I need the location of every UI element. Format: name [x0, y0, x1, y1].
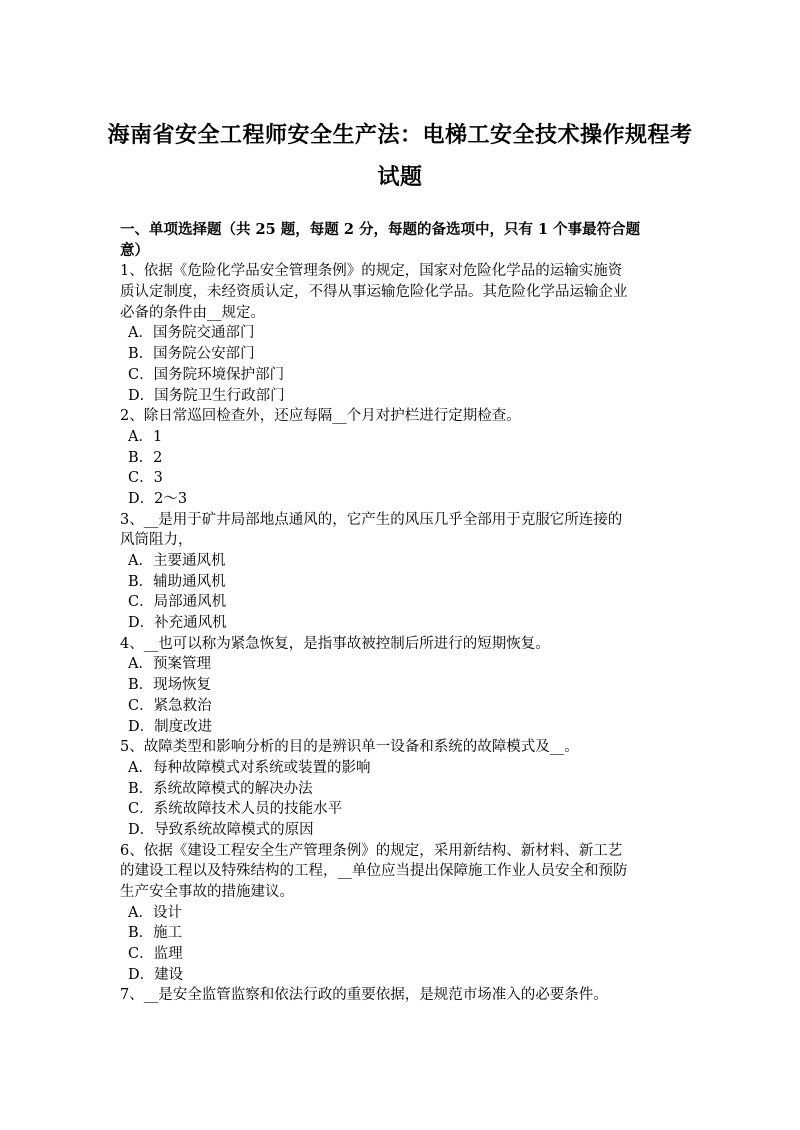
- question-stem-line: 2、除日常巡回检查外，还应每隔__个月对护栏进行定期检查。: [120, 408, 521, 425]
- answer-option: A．设计: [128, 904, 182, 921]
- question-7: [120, 985, 690, 1006]
- answer-option: B．施工: [128, 925, 183, 942]
- question-1: [120, 261, 690, 406]
- answer-option: C．3: [128, 470, 163, 487]
- answer-option: C．国务院环境保护部门: [128, 366, 285, 383]
- answer-option: D．补充通风机: [128, 615, 227, 632]
- answer-option: D．建设: [128, 966, 184, 983]
- answer-option: A．1: [128, 428, 163, 445]
- document-title-line-2: 试题: [377, 164, 423, 190]
- question-4: [120, 634, 690, 737]
- answer-option: B．现场恢复: [128, 677, 212, 694]
- answer-option: B．国务院公安部门: [128, 346, 255, 363]
- question-stem-line: 4、__也可以称为紧急恢复，是指事故被控制后所进行的短期恢复。: [120, 635, 550, 652]
- answer-option: D．制度改进: [128, 718, 213, 735]
- question-stem-line: 7、__是安全监管监察和依法行政的重要依据，是规范市场准入的必要条件。: [120, 987, 608, 1004]
- question-stem-line: 质认定制度，未经资质认定，不得从事运输危险化学品。其危险化学品运输企业: [120, 284, 628, 301]
- answer-option: A．每种故障模式对系统或装置的影响: [128, 759, 371, 776]
- answer-option: A．预案管理: [128, 656, 211, 673]
- question-stem-line: 的建设工程以及特殊结构的工程，__单位应当提出保障施工作业人员安全和预防: [120, 863, 628, 880]
- question-stem-line: 5、故障类型和影响分析的目的是辨识单一设备和系统的故障模式及__。: [120, 739, 579, 756]
- answer-option: B．2: [128, 449, 163, 466]
- question-stem-line: 生产安全事故的措施建议。: [120, 884, 294, 900]
- answer-option: D．2～3: [128, 490, 188, 507]
- answer-option: A．主要通风机: [128, 553, 226, 569]
- section-header-continued: 意）: [120, 241, 149, 259]
- document-title-line-1: 海南省安全工程师安全生产法：电梯工安全技术操作规程考: [107, 122, 693, 148]
- answer-option: C．监理: [128, 946, 183, 963]
- question-stem-line: 1、依据《危险化学品安全管理条例》的规定，国家对危险化学品的运输实施资: [120, 263, 623, 280]
- question-2: [120, 406, 690, 509]
- answer-option: A．国务院交通部门: [128, 325, 255, 342]
- question-stem-line: 必备的条件由__规定。: [120, 304, 265, 321]
- question-stem-line: 6、依据《建设工程安全生产管理条例》的规定，采用新结构、新材料、新工艺: [120, 842, 623, 859]
- question-6: [120, 841, 690, 986]
- answer-option: C．紧急救治: [128, 697, 212, 714]
- answer-option: B．辅助通风机: [128, 573, 226, 590]
- answer-option: C．系统故障技术人员的技能水平: [128, 801, 343, 818]
- answer-option: D．国务院卫生行政部门: [128, 387, 285, 404]
- document-body: [120, 220, 690, 1006]
- answer-option: D．导致系统故障模式的原因: [128, 821, 314, 838]
- section-header: 一、单项选择题（共 25 题，每题 2 分，每题的备选项中，只有 1 个事最符合题: [120, 221, 641, 238]
- question-stem-line: 3、__是用于矿井局部地点通风的，它产生的风压几乎全部用于克服它所连接的: [120, 511, 623, 528]
- question-5: [120, 737, 690, 840]
- answer-option: C．局部通风机: [128, 594, 227, 611]
- question-3: [120, 510, 690, 634]
- question-stem-line: 风筒阻力，: [120, 532, 193, 549]
- answer-option: B．系统故障模式的解决办法: [128, 780, 313, 797]
